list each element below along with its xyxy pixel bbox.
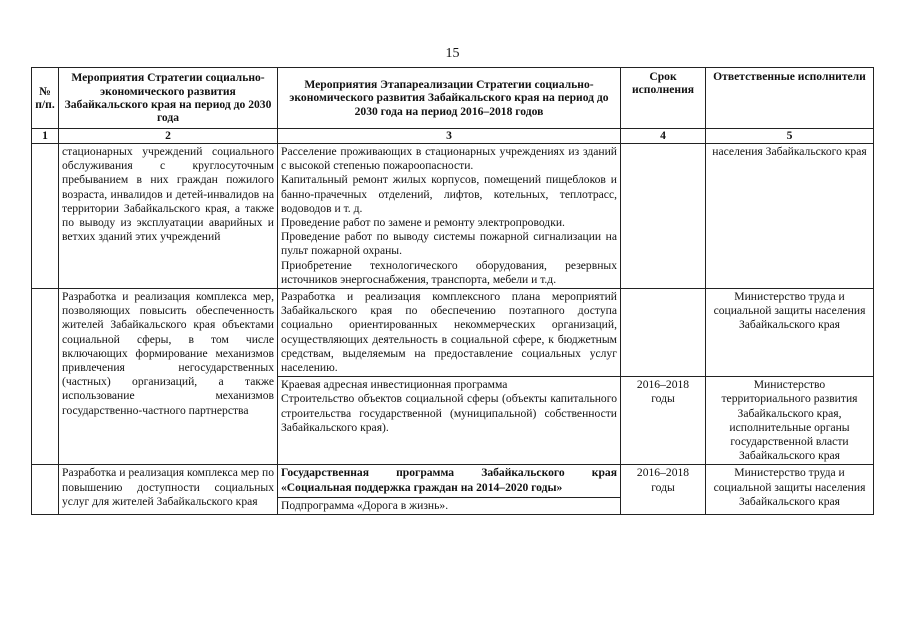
stage-measure-cell: [278, 144, 621, 289]
strategy-measure-cell: Разработка и реализация комплекса мер, позволяющих повысить обеспеченность жителей Забайкальского края объектами социальной сферы, в том числе включающих формирование механизмов привлечения негосударственных (частных) организаций, а также использование механизмов государственно-частного партнерства: [59, 289, 278, 465]
row-number-cell: [32, 289, 59, 465]
header-strategy-measures: Мероприятия Стратегии социально-экономического развития Забайкальского края на период до 2030 года: [59, 68, 278, 129]
stage-measure-cell: [278, 377, 621, 465]
executor-cell: Министерство труда и социальной защиты населения Забайкальского края: [706, 289, 874, 377]
table-row: [32, 144, 874, 289]
deadline-cell: 2016–2018 годы: [621, 465, 706, 515]
stage-measure-cell: Разработка и реализация комплексного плана мероприятий Забайкальского края по обеспечению поэтапного доступа социально ориентированных некоммерческих организаций, осуществляющих деятельность в социальной сфере, к бюджетным средствам, выделяемым на предоставление социальных услуг населению.: [278, 289, 621, 377]
measure-paragraph: Расселение проживающих в стационарных учреждениях из зданий с высокой степенью пожароопасности.: [281, 145, 617, 173]
header-stage-measures: Мероприятия Этапареализации Стратегии социально-экономического развития Забайкальского края на период до 2030 года на период 2016–2018 годов: [278, 68, 621, 129]
deadline-cell: [621, 289, 706, 377]
table-row: [32, 465, 874, 515]
strategy-measure-cell: Разработка и реализация комплекса мер по повышению доступности социальных услуг для жителей Забайкальского края: [59, 465, 278, 515]
program-title: Государственная программа Забайкальского края «Социальная поддержка граждан на 2014–2020 годы»: [281, 466, 617, 494]
strategy-measure-cell: стационарных учреждений социального обслуживания с круглосуточным пребыванием в них граждан пожилого возраста, инвалидов и детей-инвалидов на территории Забайкальского края, а также по выводу из эксплуатации аварийных и ветхих зданий этих учреждений: [59, 144, 278, 289]
measure-paragraph: Краевая адресная инвестиционная программа: [281, 378, 508, 392]
header-num: № п/п.: [32, 68, 59, 129]
column-number: 4: [621, 129, 706, 144]
column-number: 2: [59, 129, 278, 144]
deadline-cell: 2016–2018 годы: [621, 377, 706, 465]
column-number: 3: [278, 129, 621, 144]
measures-table: [31, 67, 874, 515]
measure-paragraph: Приобретение технологического оборудования, резервных источников энергоснабжения, транспорта, мебели и т.д.: [281, 258, 617, 286]
measure-paragraph: Проведение работ по выводу системы пожарной сигнализации на пульт пожарной охраны.: [281, 230, 617, 258]
executor-cell: Министерство труда и социальной защиты населения Забайкальского края: [706, 465, 874, 515]
measure-paragraph: Проведение работ по замене и ремонту электропроводки.: [281, 216, 565, 230]
measure-paragraph: Капитальный ремонт жилых корпусов, помещений пищеблоков и банно-прачечных отделений, лифтов, котельных, теплотрасс, водоводов и т. д.: [281, 173, 617, 215]
column-number-row: [32, 129, 874, 144]
column-number: 1: [32, 129, 59, 144]
row-number-cell: [32, 465, 59, 515]
deadline-cell: [621, 144, 706, 289]
executor-cell: населения Забайкальского края: [706, 144, 874, 289]
header-executors: Ответственные исполнители: [706, 68, 874, 129]
table-row: [32, 289, 874, 377]
header-row: [32, 68, 874, 129]
executor-cell: Министерство территориального развития Забайкальского края, исполнительные органы государственной власти Забайкальского края: [706, 377, 874, 465]
subprogram-line: Подпрограмма «Дорога в жизнь».: [278, 497, 620, 513]
measure-paragraph: Строительство объектов социальной сферы (объекты капитального строительства государственной (муниципальной) собственности Забайкальского края).: [281, 392, 617, 434]
row-number-cell: [32, 144, 59, 289]
column-number: 5: [706, 129, 874, 144]
stage-measure-cell: [278, 465, 621, 515]
header-deadline: Срок исполнения: [621, 68, 706, 129]
page-number: 15: [445, 46, 460, 61]
